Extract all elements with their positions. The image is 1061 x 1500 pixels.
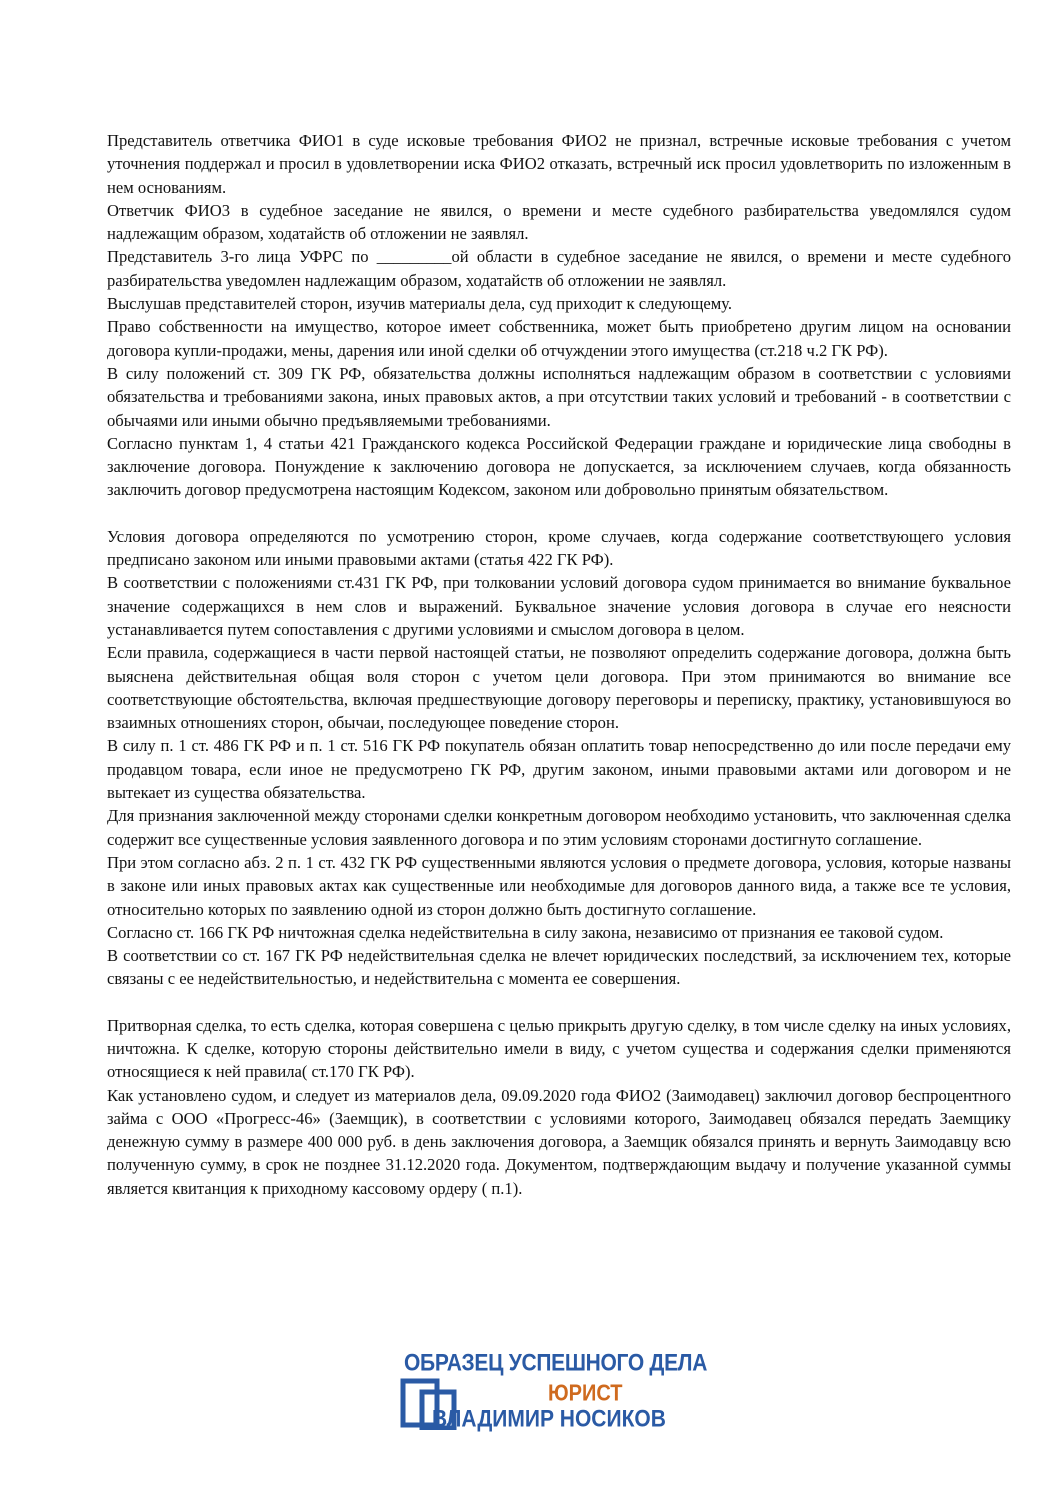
paragraph: В соответствии с положениями ст.431 ГК РФ, при толковании условий договора судом принимается во внимание буквальное значение содержащихся в нем слов и выражений. Буквальное значение условия договора в случае его неясности устанавливается путем сопоставления с другими условиями и смыслом договора в целом. — [107, 573, 1011, 639]
paragraph: Право собственности на имущество, которое имеет собственника, может быть приобретено другим лицом на основании договора купли-продажи, мены, дарения или иной сделки об отчуждении этого имущества (ст.218 ч.2 ГК РФ). — [107, 317, 1011, 360]
paragraph: Ответчик ФИО3 в судебное заседание не явился, о времени и месте судебного разбирательства уведомлялся судом надлежащим образом, ходатайств об отложении не заявлял. — [107, 200, 1011, 244]
logo-name: ВЛАДИМИР НОСИКОВ — [432, 1406, 666, 1433]
paragraph: Если правила, содержащиеся в части первой настоящей статьи, не позволяют определить содержание договора, должна быть выяснена действительная общая воля сторон с учетом цели договора. При этом принимаются во внимание все соответствующие обстоятельства, включая предшествующие договору переговоры и переписку, практику, установившуюся во взаимных отношениях сторон, обычаи, последующее поведение сторон. — [107, 643, 1011, 733]
paragraph: Для признания заключенной между сторонами сделки конкретным договором необходимо установить, что заключенная сделка содержит все существенные условия заявленного договора и по этим условиям сторонами достигнуто соглашение. — [107, 806, 1011, 849]
paragraph: Как установлено судом, и следует из материалов дела, 09.09.2020 года ФИО2 (Заимодавец) заключил договор беспроцентного займа с ООО «Прогресс-46» (Заемщик), в соответствии с условиями которого, Заимодавец обязался передать Заемщику денежную сумму в размере 400 000 руб. в день заключения договора, а Заемщик обязался принять и вернуть Заимодавцу всю полученную сумму, в срок не позднее 31.12.2020 года. Документом, подтверждающим выдачу и получение указанной суммы является квитанция к приходному кассовому ордеру ( п.1). — [107, 1085, 1011, 1198]
logo-title: ОБРАЗЕЦ УСПЕШНОГО ДЕЛА — [404, 1350, 708, 1377]
logo-subtitle: ЮРИСТ — [548, 1381, 623, 1407]
paragraph-gap — [107, 991, 1011, 1014]
paragraph: Представитель ответчика ФИО1 в суде исковые требования ФИО2 не признал, встречные исковые требования с учетом уточнения поддержал и просил в удовлетворении иска ФИО2 отказать, встречный иск просил удовлетворить по изложенным в нем основаниям. — [107, 131, 1011, 197]
paragraph: В силу положений ст. 309 ГК РФ, обязательства должны исполняться надлежащим образом в соответствии с условиями обязательства и требованиями закона, иных правовых актов, а при отсутствии таких условий и требований - в соответствии с обычаями или иными обычно предъявляемыми требованиями. — [107, 363, 1011, 430]
paragraph: Выслушав представителей сторон, изучив материалы дела, суд приходит к следующему. — [107, 294, 733, 314]
document-body — [107, 129, 1011, 1200]
lawyer-logo — [400, 1350, 708, 1433]
paragraph: В соответствии со ст. 167 ГК РФ недействительная сделка не влечет юридических последствий, за исключением тех, которые связаны с ее недействительностью, и недействительна с момента ее совершения. — [107, 946, 1011, 989]
paragraph: Согласно ст. 166 ГК РФ ничтожная сделка недействительна в силу закона, независимо от признания ее таковой судом. — [107, 922, 944, 942]
paragraph: Притворная сделка, то есть сделка, которая совершена с целью прикрыть другую сделку, в том числе сделку на иных условиях, ничтожна. К сделке, которую стороны действительно имели в виду, с учетом существа и содержания сделки применяются относящиеся к ней правила( ст.170 ГК РФ). — [107, 1015, 1011, 1082]
paragraph: Условия договора определяются по усмотрению сторон, кроме случаев, когда содержание соответствующего условия предписано законом или иными правовыми актами (статья 422 ГК РФ). — [107, 526, 1011, 570]
paragraph: В силу п. 1 ст. 486 ГК РФ и п. 1 ст. 516 ГК РФ покупатель обязан оплатить товар непосредственно до или после передачи ему продавцом товара, если иное не предусмотрено ГК РФ, другим законом, иными правовыми актами или договором и не вытекает из существа обязательства. — [107, 736, 1011, 803]
paragraph: Согласно пунктам 1, 4 статьи 421 Гражданского кодекса Российской Федерации граждане и юридические лица свободны в заключение договора. Понуждение к заключению договора не допускается, за исключением случаев, когда обязанность заключить договор предусмотрена настоящим Кодексом, законом или добровольно принятым обязательством. — [107, 433, 1011, 500]
paragraph: Представитель 3-го лица УФРС по _________ой области в судебное заседание не явился, о времени и месте судебного разбирательства уведомлен надлежащим образом, ходатайств об отложении не заявлял. — [107, 247, 1011, 290]
paragraph-gap — [107, 502, 1011, 525]
paragraph: При этом согласно абз. 2 п. 1 ст. 432 ГК РФ существенными являются условия о предмете договора, условия, которые названы в законе или иных правовых актах как существенные или необходимые для договоров данного вида, а также все те условия, относительно которых по заявлению одной из сторон должно быть достигнуто соглашение. — [107, 852, 1011, 919]
